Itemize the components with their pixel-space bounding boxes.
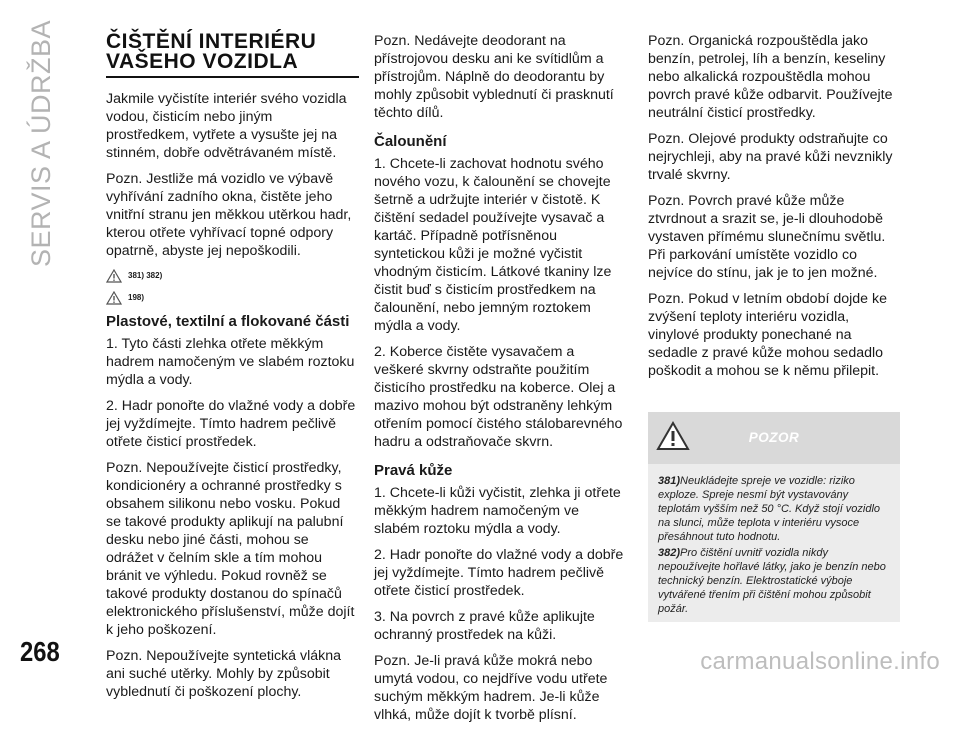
side-title-text: SERVIS A ÚDRŽBA [26,19,57,267]
paragraph: 1. Chcete-li kůži vyčistit, zlehka ji otřete měkkým hadrem namočeným ve slabém roztoku mýdla a vody. [374,485,621,537]
paragraph: 1. Tyto části zlehka otřete měkkým hadrem namočeným ve slabém roztoku mýdla a vody. [106,336,355,388]
paragraph: Pozn. Pokud v letním období dojde ke zvýšení teploty interiéru vozidla, vinylové produkty ponechané na sedadle z pravé kůže mohou sedadlo poškodit a mohou se k němu přilepit. [648,291,887,379]
paragraph: 3. Na povrch z pravé kůže aplikujte ochranný prostředek na kůži. [374,609,595,643]
paragraph: Pozn. Je-li pravá kůže mokrá nebo umytá vodou, co nejdříve vodu utřete suchým měkkým hadrem. Je-li kůže vlhká, může dojít k tvorbě plísní. [374,653,608,723]
warning-box [648,412,900,622]
warning-text: Pro čištění uvnitř vozidla nikdy nepoužívejte hořlavé látky, jako je benzín nebo technický benzín. Elektrostatické výboje vytvářené třením při čištění mohou způsobit požár. [658,547,886,615]
paragraph: Jakmile vyčistíte interiér svého vozidla vodou, čisticím nebo jiným prostředkem, vytřete a vysušte jej na stinném, dobře odvětrávaném místě. [106,91,347,161]
paragraph: Pozn. Jestliže má vozidlo ve výbavě vyhřívání zadního okna, čistěte jeho vnitřní stranu jen měkkou utěrkou hadr, kterou otřete vyhřívací topné odpory opatrně, abyste jej nepoškodili. [106,171,352,259]
warning-text: Neukládejte spreje ve vozidle: riziko exploze. Spreje nesmí být vystavovány teplotám vyšším než 50 °C. Když stojí vozidlo na slunci, může teplota v interiéru vysoce přesáhnout tuto hodnotu. [658,475,881,543]
side-section-title [12,18,72,268]
subheading-upholstery: Čalounění [374,133,447,150]
main-heading [106,32,359,72]
warning-header [648,412,900,464]
column-3 [648,32,900,622]
subheading-plastic-parts: Plastové, textilní a flokované části [106,313,350,330]
subheading-leather: Pravá kůže [374,462,453,479]
paragraph: Pozn. Organická rozpouštědla jako benzín, petrolej, líh a benzín, keseliny nebo alkalická rozpouštědla mohou povrch pravé kůže odbarvit. Používejte neutrální čisticí prostředky. [648,33,893,121]
warning-number: 381) [658,475,681,487]
paragraph: 2. Hadr ponořte do vlažné vody a dobře jej vyždímejte. Tímto hadrem pečlivě otřete čisticí prostředek. [106,398,356,450]
paragraph: Pozn. Nepoužívejte syntetická vlákna ani suché utěrky. Mohly by způsobit vyblednutí či poškození plochy. [106,648,342,700]
warning-item-381 [658,474,890,544]
warning-triangle-icon [656,421,690,451]
main-heading-line1: ČIŠTĚNÍ INTERIÉRU [106,30,317,53]
warning-title: POZOR [748,430,800,445]
column-2 [374,32,627,732]
paragraph: Pozn. Olejové produkty odstraňujte co nejrychleji, aby na pravé kůži nevznikly trvalé skvrny. [648,131,893,183]
warning-reference-numbers: 381) 382) [128,271,163,280]
warning-body [648,464,900,622]
warning-triangle-icon [106,269,122,283]
caution-reference [106,290,359,306]
caution-triangle-icon [106,291,122,305]
main-heading-line2: VAŠEHO VOZIDLA [106,50,299,73]
column-1 [106,30,359,709]
warning-item-382 [658,546,890,616]
paragraph: Pozn. Povrch pravé kůže může ztvrdnout a srazit se, je-li dlouhodobě vystaven přímému slunečnímu světlu. Při parkování umístěte vozidlo co nejvíce do stínu, jak je to jen možné. [648,193,886,281]
caution-reference-number: 198) [128,293,145,302]
paragraph: Pozn. Nedávejte deodorant na přístrojovou desku ani ke svítidlům a přístrojům. Náplně do deodorantu by mohly způsobit vyblednutí či prasknutí těchto dílů. [374,33,614,121]
warning-number: 382) [658,547,681,559]
footer-watermark: carmanualsonline.info [700,648,940,675]
heading-rule [106,76,359,78]
paragraph: Pozn. Nepoužívejte čisticí prostředky, kondicionéry a ochranné prostředky s obsahem silikonu nebo vosku. Pokud se takové produkty aplikují na palubní desku nebo jiné části, mohou se odrážet v čelním skle a tím mohou bránit ve výhledu. Pokud rovněž se takové produkty dostanou do spínačů elektronického příslušenství, může dojít k jeho poškození. [106,460,355,638]
paragraph: 1. Chcete-li zachovat hodnotu svého nového vozu, k čalounění se chovejte šetrně a udržujte interiér v čistotě. K čištění sedadel používejte vysavač a kartáč. Případně potřísněnou syntetickou kůži je možné vyčistit vhodným čisticím. Látkové tkaniny lze čistit buď s čisticím prostředkem na čalounění, nebo jemným roztokem mýdla a vody. [374,156,612,334]
warning-reference [106,268,359,284]
page-number: 268 [20,636,60,667]
paragraph: 2. Koberce čistěte vysavačem a veškeré skvrny odstraňte použitím čisticího prostředku na koberce. Olej a mazivo mohou být odstraněny lehkým otřením pomocí čistého stálobarevného hadru a odstraňovače skvrn. [374,344,623,450]
paragraph: 2. Hadr ponořte do vlažné vody a dobře jej vyždímejte. Tímto hadrem pečlivě otřete čisticí prostředek. [374,547,624,599]
